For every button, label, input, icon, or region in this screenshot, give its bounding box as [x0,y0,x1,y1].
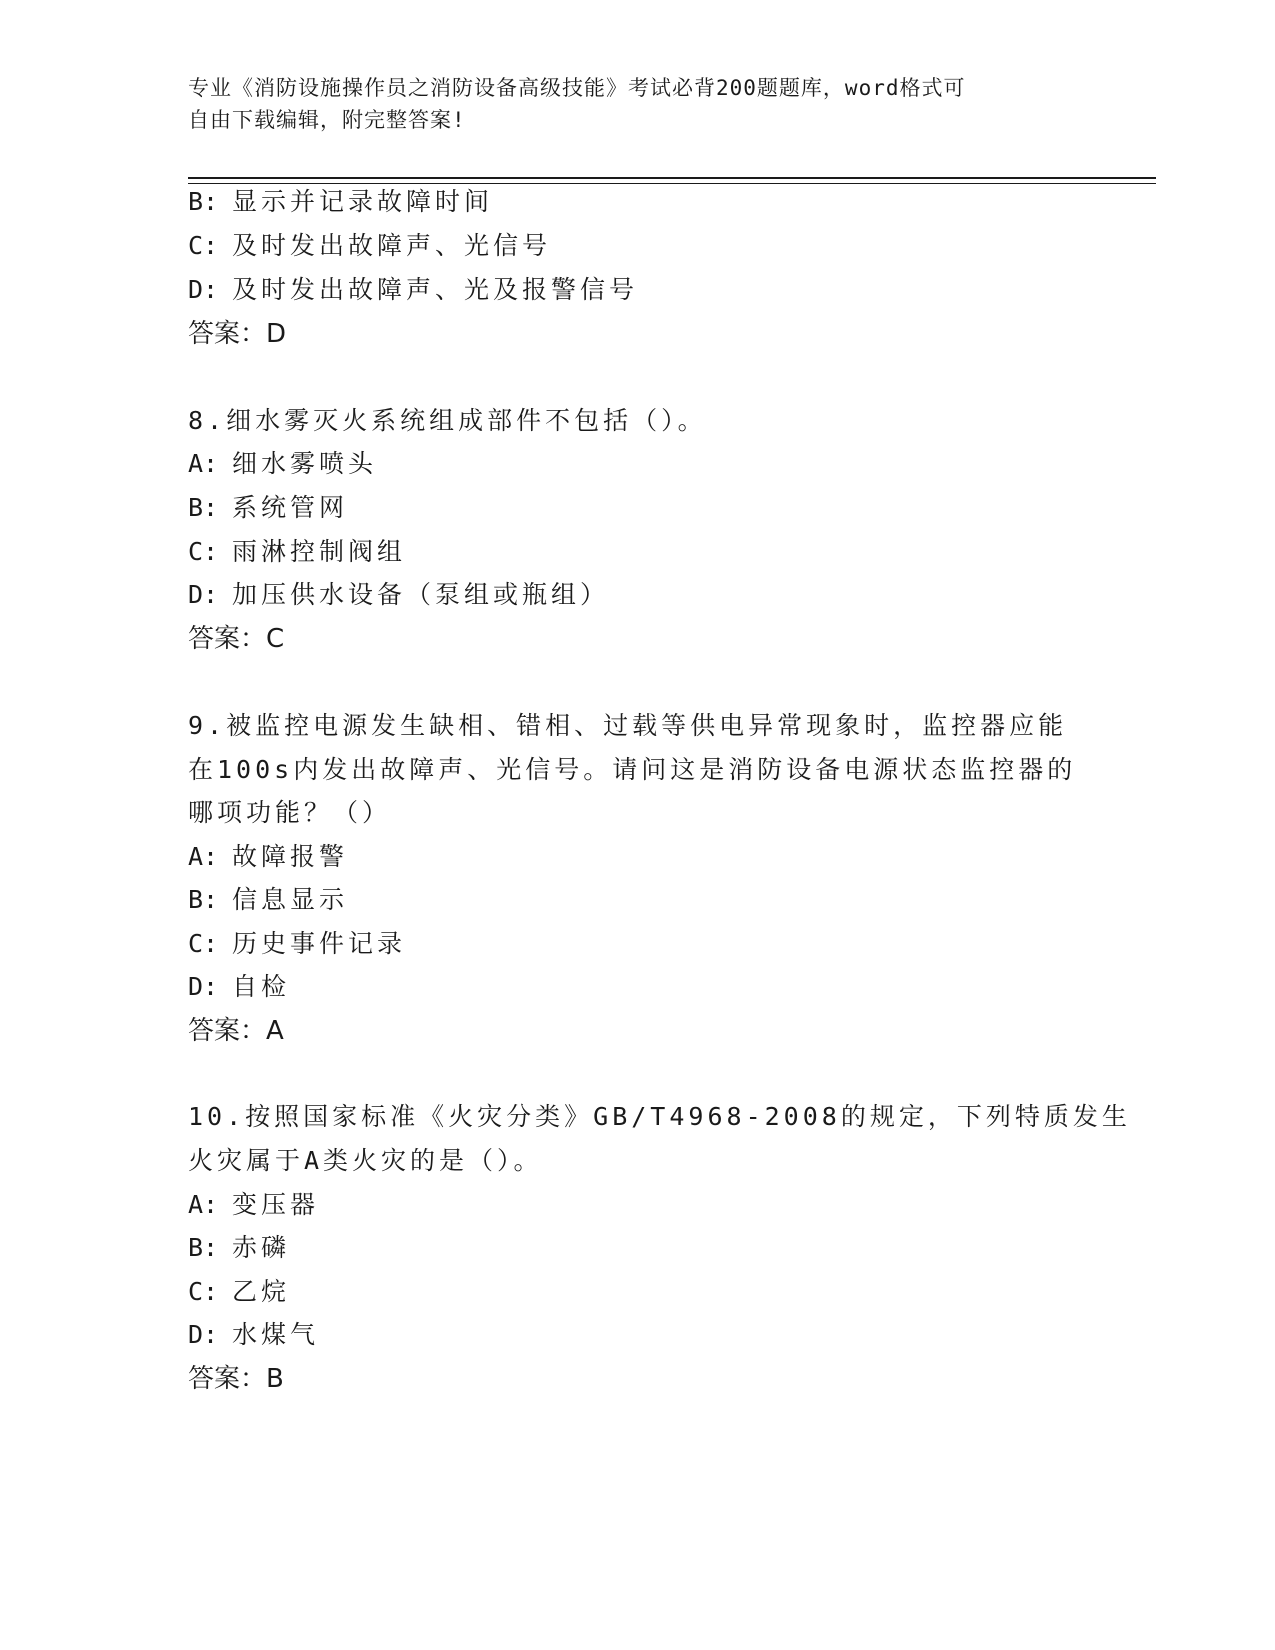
option-letter: A: [188,842,219,871]
prev-answer: 答案：D [188,319,287,349]
q10-option-a [188,1188,319,1222]
option-letter: C: [188,537,219,566]
option-text: 变压器 [232,1190,320,1219]
option-text: 水煤气 [232,1320,320,1349]
q9-option-c [188,927,406,961]
q10-stem-line-2: 火灾属于A类火灾的是（）。 [188,1146,543,1175]
option-text: 乙烷 [232,1277,291,1306]
option-letter: B: [188,1233,219,1262]
option-letter: D: [188,275,219,304]
q9-answer: 答案：A [188,1016,284,1046]
option-text: 历史事件记录 [232,929,407,958]
q9-stem-line-2: 在100s内发出故障声、光信号。请问这是消防设备电源状态监控器的 [188,755,1077,784]
q8-stem: 8.细水雾灭火系统组成部件不包括（）。 [188,406,707,435]
option-text: 自检 [232,972,291,1001]
option-letter: B: [188,885,219,914]
q9-option-d [188,970,290,1004]
q8-option-a [188,447,377,481]
q8-option-d [188,578,609,612]
q10-stem-line-1: 10.按照国家标准《火灾分类》GB/T4968-2008的规定，下列特质发生 [188,1102,1131,1131]
q8-answer: 答案：C [188,624,285,654]
option-letter: A: [188,1190,219,1219]
header-divider-thin [188,183,1156,184]
option-text: 雨淋控制阀组 [232,537,407,566]
option-text: 系统管网 [232,493,349,522]
option-text: 及时发出故障声、光及报警信号 [232,275,639,304]
option-letter: B: [188,493,219,522]
option-letter: C: [188,929,219,958]
q9-stem-line-3: 哪项功能？（） [188,798,392,827]
q8-option-c [188,535,406,569]
option-letter: C: [188,231,219,260]
q10-option-c [188,1275,290,1309]
q9-option-b [188,883,348,917]
option-letter: C: [188,1277,219,1306]
option-text: 显示并记录故障时间 [232,187,494,216]
option-letter: D: [188,580,219,609]
option-text: 信息显示 [232,885,349,914]
q10-option-b [188,1231,290,1265]
prev-option-d [188,273,638,307]
option-text: 细水雾喷头 [232,449,378,478]
option-text: 赤磷 [232,1233,291,1262]
prev-option-b [188,185,493,219]
q10-option-d [188,1318,319,1352]
q9-option-a [188,840,348,874]
option-text: 及时发出故障声、光信号 [232,231,552,260]
option-text: 故障报警 [232,842,349,871]
q8-option-b [188,491,348,525]
option-letter: D: [188,972,219,1001]
document-header [188,72,1068,136]
q10-answer: 答案：B [188,1364,284,1394]
option-letter: D: [188,1320,219,1349]
option-letter: B: [188,187,219,216]
q9-stem-line-1: 9.被监控电源发生缺相、错相、过载等供电异常现象时，监控器应能 [188,711,1068,740]
header-line-1: 专业《消防设施操作员之消防设备高级技能》考试必背200题题库，word格式可 [188,76,966,100]
option-text: 加压供水设备（泵组或瓶组） [232,580,610,609]
option-letter: A: [188,449,219,478]
header-line-2: 自由下载编辑，附完整答案! [188,108,466,132]
prev-option-c [188,229,551,263]
header-divider-thick [188,177,1156,179]
